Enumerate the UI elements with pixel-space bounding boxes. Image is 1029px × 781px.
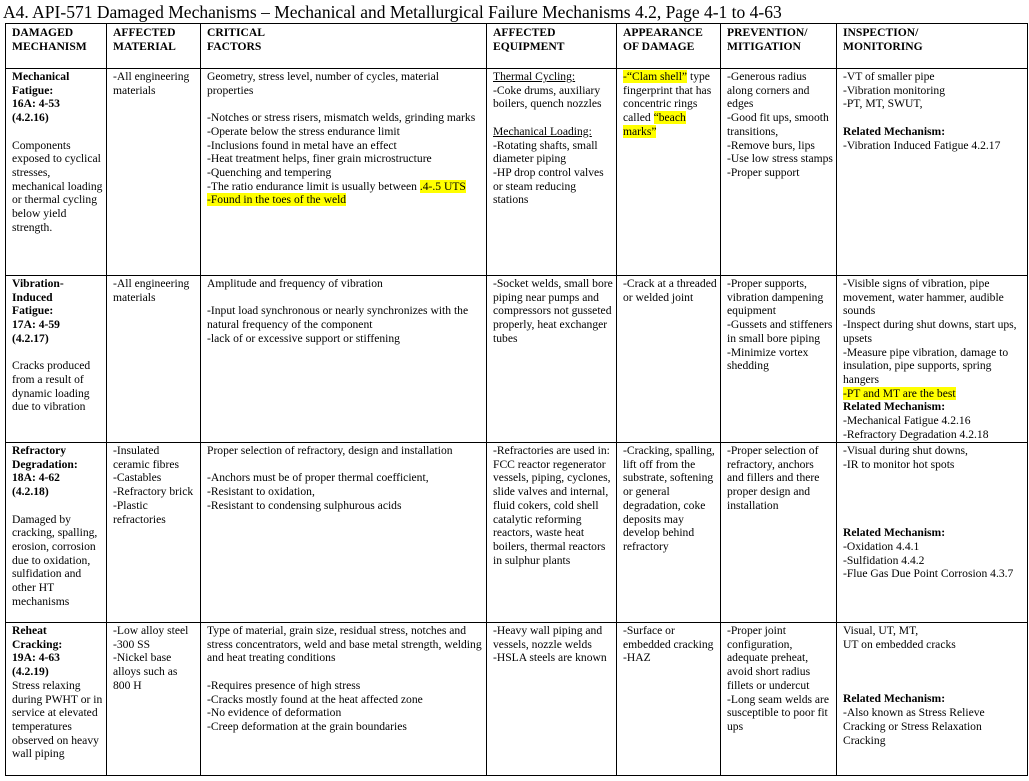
- material-cell: -Low alloy steel -300 SS -Nickel base alloys such as 800 H: [107, 623, 201, 776]
- header-affected-equipment: AFFECTED EQUIPMENT: [487, 24, 617, 69]
- factors-cell: Proper selection of refractory, design and installation -Anchors must be of proper thermal coefficient, -Resistant to oxidation, -Resistant to condensing sulphurous acids: [201, 443, 487, 623]
- equipment-cell: -Socket welds, small bore piping near pumps and compressors not gusseted properly, heat exchanger tubes: [487, 276, 617, 443]
- inspection-cell: -Visual during shut downs, -IR to monitor hot spots Related Mechanism: -Oxidation 4.4.1 -Sulfidation 4.4.2 -Flue Gas Due Point Corrosion 4.3.7: [837, 443, 1028, 623]
- appearance-cell: -Surface or embedded cracking -HAZ: [617, 623, 721, 776]
- factors-cell: Amplitude and frequency of vibration -Input load synchronous or nearly synchronizes with the natural frequency of the component -lack of or excessive support or stiffening: [201, 276, 487, 443]
- highlight-beach-marks: “beach marks”: [623, 111, 686, 138]
- factors-cell: Geometry, stress level, number of cycles, material properties -Notches or stress risers, mismatch welds, grinding marks -Operate below the stress endurance limit -Inclusions found in metal have an effect -Heat treatment helps, finer grain microstructure -Quenching and tempering -The ratio endurance limit is usually between .4-.5 UTS -Found in the toes of the weld: [201, 69, 487, 276]
- highlight-weld-toes: -Found in the toes of the weld: [207, 193, 347, 207]
- equipment-cell: -Heavy wall piping and vessels, nozzle welds -HSLA steels are known: [487, 623, 617, 776]
- mechanism-cell: Mechanical Fatigue: 16A: 4-53 (4.2.16) Components exposed to cyclical stresses, mechanical loading or thermal cycling below yield strength.: [6, 69, 107, 276]
- highlight-uts: .4-.5 UTS: [419, 179, 466, 193]
- table-row: [6, 69, 1028, 276]
- equipment-cell: Thermal Cycling: -Coke drums, auxiliary boilers, quench nozzles Mechanical Loading: -Rotating shafts, small diameter piping -HP drop control valves or steam reducing stations: [487, 69, 617, 276]
- appearance-cell: -Cracking, spalling, lift off from the substrate, softening or general degradation, coke deposits may develop behind refractory: [617, 443, 721, 623]
- header-damaged-mechanism: DAMAGED MECHANISM: [6, 24, 107, 69]
- header-inspection-monitoring: INSPECTION/ MONITORING: [837, 24, 1028, 69]
- table-row: [6, 623, 1028, 776]
- table-row: [6, 276, 1028, 443]
- mechanism-cell: Refractory Degradation: 18A: 4-62 (4.2.18) Damaged by cracking, spalling, erosion, corrosion due to oxidation, sulfidation and other HT mechanisms: [6, 443, 107, 623]
- prevention-cell: -Generous radius along corners and edges -Good fit ups, smooth transitions, -Remove burs, lips -Use low stress stamps -Proper support: [721, 69, 837, 276]
- header-row: [6, 24, 1028, 69]
- inspection-cell: -Visible signs of vibration, pipe movement, water hammer, audible sounds -Inspect during shut downs, start ups, upsets -Measure pipe vibration, damage to insulation, pipe supports, spring hangers -PT and MT are the best Related Mechanism: -Mechanical Fatigue 4.2.16 -Refractory Degradation 4.2.18: [837, 276, 1028, 443]
- header-critical-factors: CRITICAL FACTORS: [201, 24, 487, 69]
- damage-mechanisms-table: [5, 23, 1028, 776]
- appearance-cell: -Crack at a threaded or welded joint: [617, 276, 721, 443]
- appearance-cell: -“Clam shell” type fingerprint that has concentric rings called “beach marks”: [617, 69, 721, 276]
- highlight-clam-shell: -“Clam shell”: [623, 70, 688, 83]
- inspection-cell: Visual, UT, MT, UT on embedded cracks Related Mechanism: -Also known as Stress Relieve Cracking or Stress Relaxation Cracking: [837, 623, 1028, 776]
- mechanism-cell: Reheat Cracking: 19A: 4-63 (4.2.19) Stress relaxing during PWHT or in service at elevated temperatures observed on heavy wall piping: [6, 623, 107, 776]
- factors-cell: Type of material, grain size, residual stress, notches and stress concentrators, weld and base metal strength, welding and heat treating conditions -Requires presence of high stress -Cracks mostly found at the heat affected zone -No evidence of deformation -Creep deformation at the grain boundaries: [201, 623, 487, 776]
- inspection-cell: -VT of smaller pipe -Vibration monitoring -PT, MT, SWUT, Related Mechanism: -Vibration Induced Fatigue 4.2.17: [837, 69, 1028, 276]
- document-title: A4. API-571 Damaged Mechanisms – Mechanical and Metallurgical Failure Mechanisms 4.2, Page 4-1 to 4-63: [3, 2, 782, 22]
- table-row: [6, 443, 1028, 623]
- header-prevention-mitigation: PREVENTION/ MITIGATION: [721, 24, 837, 69]
- header-appearance-of-damage: APPEARANCE OF DAMAGE: [617, 24, 721, 69]
- material-cell: -All engineering materials: [107, 276, 201, 443]
- mechanism-cell: Vibration- Induced Fatigue: 17A: 4-59 (4.2.17) Cracks produced from a result of dynamic loading due to vibration: [6, 276, 107, 443]
- header-affected-material: AFFECTED MATERIAL: [107, 24, 201, 69]
- material-cell: -All engineering materials: [107, 69, 201, 276]
- highlight-pt-mt: -PT and MT are the best: [843, 386, 956, 400]
- equipment-cell: -Refractories are used in: FCC reactor regenerator vessels, piping, cyclones, slide valves and internal, fluid cokers, cold shell catalytic reforming reactors, waste heat boilers, thermal reactors in sulphur plants: [487, 443, 617, 623]
- prevention-cell: -Proper supports, vibration dampening equipment -Gussets and stiffeners in small bore piping -Minimize vortex shedding: [721, 276, 837, 443]
- prevention-cell: -Proper joint configuration, adequate preheat, avoid short radius fillets or undercut -Long seam welds are susceptible to poor fit ups: [721, 623, 837, 776]
- material-cell: -Insulated ceramic fibres -Castables -Refractory brick -Plastic refractories: [107, 443, 201, 623]
- prevention-cell: -Proper selection of refractory, anchors and fillers and there proper design and installation: [721, 443, 837, 623]
